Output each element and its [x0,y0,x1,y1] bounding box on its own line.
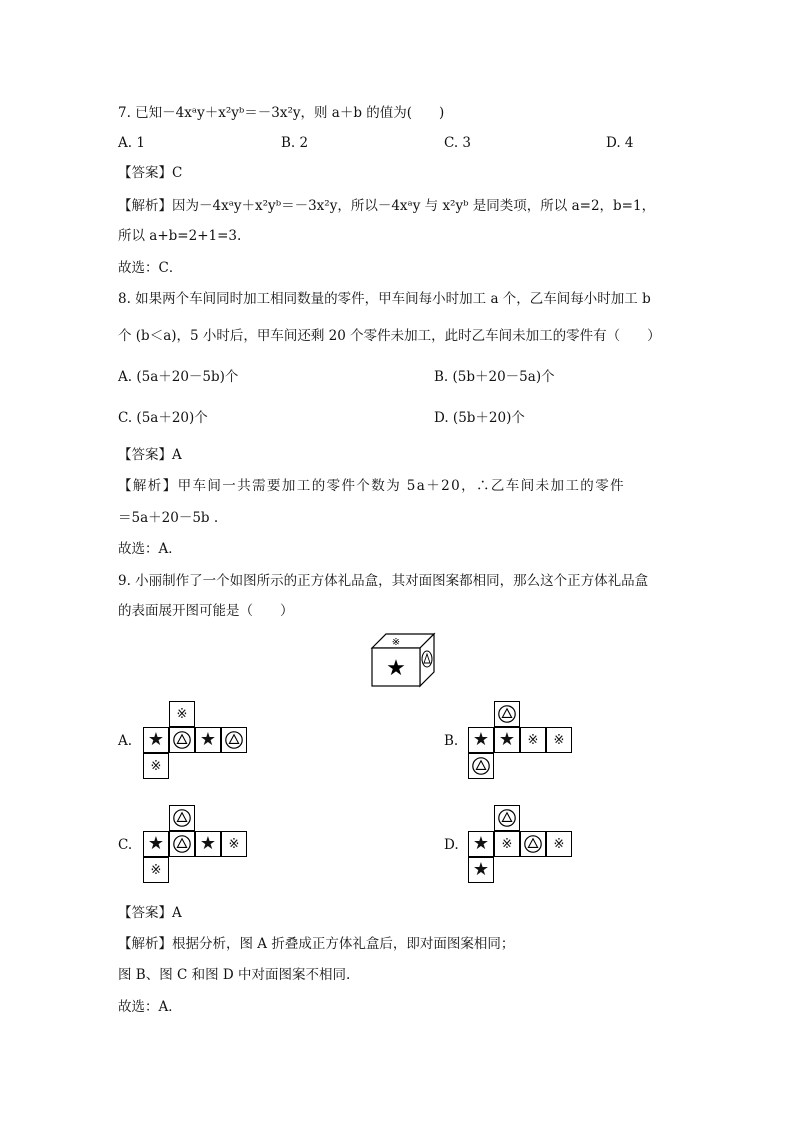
q7-option-b: B. 2 [281,135,309,151]
reference-mark-icon: ※ [501,836,513,852]
net-b-cell-4 [546,727,572,753]
star-icon: ★ [147,833,165,854]
q9-option-b-label: B. [444,733,459,749]
q9-stem-line-2: 的表面展开图可能是（ ） [118,603,294,619]
circle-triangle-icon [224,730,244,750]
reference-mark-icon: ※ [228,836,240,852]
star-icon: ★ [498,729,516,750]
net-c-cell-1 [143,831,169,857]
net-a-cell-3 [195,727,221,753]
net-a-cell-1 [143,727,169,753]
q8-option-d: D. (5b＋20)个 [434,410,525,426]
reference-mark-icon: ※ [150,758,162,774]
net-a-cell-2 [169,727,195,753]
q8-answer: 【答案】A [118,447,182,463]
q7-analysis-line-2: 所以 a+b=2+1=3. [118,228,242,244]
net-b-cell-top [494,701,520,727]
net-b-cell-3 [520,727,546,753]
q8-option-b: B. (5b＋20－5a)个 [434,369,555,385]
svg-text:★: ★ [386,656,406,681]
q9-conclusion: 故选：A． [118,999,182,1015]
circle-triangle-icon [497,704,517,724]
net-c-cell-2 [169,831,195,857]
q7-option-d: D. 4 [606,135,634,151]
svg-text:※: ※ [391,637,401,648]
reference-mark-icon: ※ [553,836,565,852]
reference-mark-icon: ※ [527,732,539,748]
q7-answer: 【答案】C [118,165,183,181]
net-d-cell-3 [520,831,546,857]
star-icon: ★ [199,729,217,750]
star-icon: ★ [472,859,490,880]
q8-stem-line-1: 8. 如果两个车间同时加工相同数量的零件，甲车间每小时加工 a 个，乙车间每小时加工 b [118,291,651,307]
net-c-cell-bottom [143,857,169,883]
q9-analysis-line-2: 图 B、图 C 和图 D 中对面图案不相同. [118,967,351,983]
q8-analysis-line-1: 【解析】甲车间一共需要加工的零件个数为 5a＋20，∴乙车间未加工的零件 [118,478,626,494]
net-d-cell-4 [546,831,572,857]
net-d-cell-top [494,805,520,831]
net-b-cell-bottom [468,753,494,779]
reference-mark-icon: ※ [553,732,565,748]
net-b-cell-2 [494,727,520,753]
q9-answer: 【答案】A [118,905,182,921]
circle-triangle-icon [523,834,543,854]
q8-stem-line-2: 个 (b＜a)，5 小时后，甲车间还剩 20 个零件未加工，此时乙车间未加工的零件有（ ） [118,328,661,344]
q9-option-c-label: C. [118,837,133,853]
star-icon: ★ [472,833,490,854]
circle-triangle-icon [172,808,192,828]
q8-analysis-line-2: ＝5a＋20－5b . [118,510,219,526]
q9-stem-line-1: 9. 小丽制作了一个如图所示的正方体礼品盒，其对面图案都相同，那么这个正方体礼品盒 [118,573,649,589]
net-b-cell-1 [468,727,494,753]
reference-mark-icon: ※ [176,706,188,722]
star-icon: ★ [472,729,490,750]
net-d-cell-1 [468,831,494,857]
q9-option-d-label: D. [444,837,459,853]
q7-conclusion: 故选：C． [118,260,183,276]
net-d-cell-bottom [468,857,494,883]
circle-triangle-icon [172,834,192,854]
net-c-cell-4 [221,831,247,857]
q8-option-c: C. (5a＋20)个 [118,410,208,426]
net-a-cell-4 [221,727,247,753]
q9-option-a-label: A. [118,733,133,749]
q7-analysis-line-1: 【解析】因为－4xᵃy＋x²yᵇ＝－3x²y，所以－4xᵃy 与 x²yᵇ 是同类项，所以 a=2，b=1， [118,198,656,214]
circle-triangle-icon [172,730,192,750]
gift-box-cube-figure [370,632,438,692]
reference-mark-icon: ※ [150,862,162,878]
circle-triangle-icon [497,808,517,828]
q7-option-c: C. 3 [444,135,472,151]
net-c-cell-top [169,805,195,831]
q7-stem: 7. 已知－4xᵃy＋x²yᵇ＝－3x²y，则 a＋b 的值为( ) [118,105,445,121]
q9-analysis-line-1: 【解析】根据分析，图 A 折叠成正方体礼盒后，即对面图案相同； [118,936,515,952]
net-a-cell-bottom [143,753,169,779]
q8-conclusion: 故选：A． [118,541,182,557]
star-icon: ★ [199,833,217,854]
net-a-cell-top [169,701,195,727]
circle-triangle-icon [471,756,491,776]
net-d-cell-2 [494,831,520,857]
q7-option-a: A. 1 [118,135,145,151]
net-c-cell-3 [195,831,221,857]
q8-option-a: A. (5a＋20－5b)个 [118,369,239,385]
star-icon: ★ [147,729,165,750]
